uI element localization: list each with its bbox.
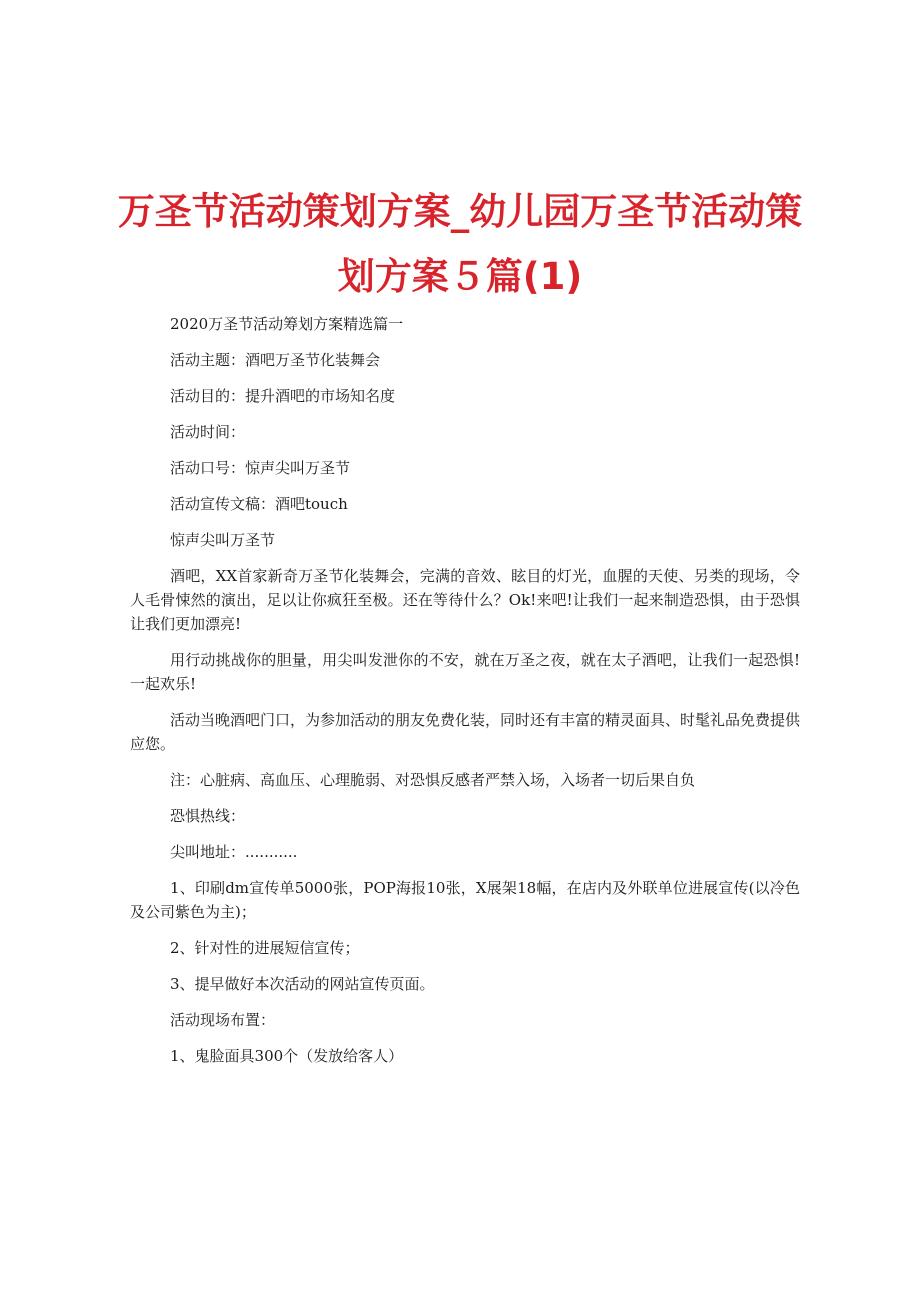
paragraph-promo-body-3: 活动当晚酒吧门口，为参加活动的朋友免费化装，同时还有丰富的精灵面具、时髦礼品免费提供应您。: [130, 711, 801, 753]
paragraph-promo-copy: 活动宣传文稿：酒吧touch: [170, 495, 348, 513]
document-title-line-2: 划方案５篇(1): [337, 255, 583, 298]
paragraph-item-3: 3、提早做好本次活动的网站宣传页面。: [170, 975, 435, 993]
paragraph-theme: 活动主题：酒吧万圣节化装舞会: [170, 351, 381, 369]
document-title-line-1: 万圣节活动策划方案_幼儿园万圣节活动策: [117, 190, 803, 233]
paragraph-hotline: 恐惧热线：: [170, 807, 246, 825]
paragraph-item-2: 2、针对性的进展短信宣传；: [170, 939, 360, 957]
paragraph-promo-subtitle: 惊声尖叫万圣节: [170, 531, 276, 549]
paragraph-venue-heading: 活动现场布置：: [170, 1011, 276, 1029]
paragraph-intro-heading: 2020万圣节活动筹划方案精选篇一: [170, 315, 404, 333]
paragraph-purpose: 活动目的：提升酒吧的市场知名度: [170, 387, 396, 405]
paragraph-venue-item-1: 1、鬼脸面具300个（发放给客人）: [170, 1047, 404, 1065]
paragraph-promo-body-1: 酒吧，XX首家新奇万圣节化装舞会，完满的音效、眩目的灯光，血腥的天使、另类的现场，令人毛骨悚然的演出，足以让你疯狂至极。还在等待什么？Ok!来吧!让我们一起来制造恐惧，由于恐惧让我们更加漂亮!: [130, 567, 800, 633]
paragraph-note: 注：心脏病、高血压、心理脆弱、对恐惧反感者严禁入场，入场者一切后果自负: [170, 771, 696, 789]
paragraph-promo-body-2: 用行动挑战你的胆量，用尖叫发泄你的不安，就在万圣之夜，就在太子酒吧，让我们一起恐惧!一起欢乐!: [130, 651, 800, 693]
paragraph-address: 尖叫地址：...........: [170, 843, 298, 861]
paragraph-time: 活动时间：: [170, 423, 246, 441]
paragraph-slogan: 活动口号：惊声尖叫万圣节: [170, 459, 351, 477]
document-body: [130, 312, 800, 1068]
paragraph-item-1: 1、印刷dm宣传单5000张，POP海报10张，X展架18幅，在店内及外联单位进展宣传(以冷色及公司紫色为主)；: [130, 879, 800, 921]
